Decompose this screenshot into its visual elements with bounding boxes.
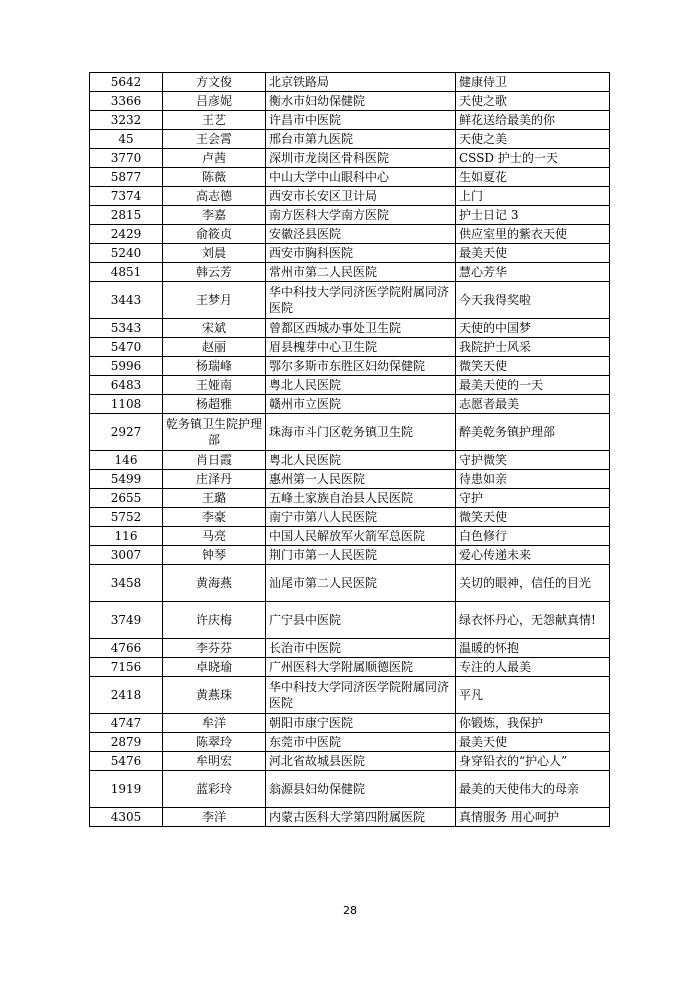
entrant-name-cell: 陈翠玲 bbox=[163, 733, 266, 752]
entry-id-cell: 4851 bbox=[90, 263, 163, 282]
organization-cell: 河北省故城县医院 bbox=[266, 752, 456, 771]
work-title-cell: 我院护士风采 bbox=[456, 338, 610, 357]
organization-cell: 华中科技大学同济医学院附属同济医院 bbox=[266, 677, 456, 714]
table-row bbox=[90, 639, 610, 658]
entrant-name-cell: 李芬芬 bbox=[163, 639, 266, 658]
entry-id-cell: 7156 bbox=[90, 658, 163, 677]
entry-id-cell: 3770 bbox=[90, 149, 163, 168]
entrant-name-cell: 吕彦妮 bbox=[163, 92, 266, 111]
work-title-cell: 最美天使 bbox=[456, 244, 610, 263]
organization-cell: 北京铁路局 bbox=[266, 73, 456, 92]
entries-table-body bbox=[90, 73, 610, 827]
work-title-cell: 供应室里的紫衣天使 bbox=[456, 225, 610, 244]
entrant-name-cell: 蓝彩玲 bbox=[163, 771, 266, 808]
work-title-cell: 爱心传递未来 bbox=[456, 546, 610, 565]
work-title-cell: 今天我得奖啦 bbox=[456, 282, 610, 319]
work-title-cell: 真情服务 用心呵护 bbox=[456, 808, 610, 827]
entry-id-cell: 5343 bbox=[90, 319, 163, 338]
entry-id-cell: 116 bbox=[90, 527, 163, 546]
organization-cell: 广宁县中医院 bbox=[266, 602, 456, 639]
table-row bbox=[90, 470, 610, 489]
entry-id-cell: 2418 bbox=[90, 677, 163, 714]
table-row bbox=[90, 187, 610, 206]
organization-cell: 许昌市中医院 bbox=[266, 111, 456, 130]
table-row bbox=[90, 752, 610, 771]
entrant-name-cell: 王艺 bbox=[163, 111, 266, 130]
work-title-cell: CSSD 护士的一天 bbox=[456, 149, 610, 168]
table-row bbox=[90, 206, 610, 225]
work-title-cell: 慧心芳华 bbox=[456, 263, 610, 282]
entry-id-cell: 3366 bbox=[90, 92, 163, 111]
organization-cell: 汕尾市第二人民医院 bbox=[266, 565, 456, 602]
entry-id-cell: 5996 bbox=[90, 357, 163, 376]
entrant-name-cell: 肖日霞 bbox=[163, 451, 266, 470]
entrant-name-cell: 杨超雅 bbox=[163, 395, 266, 414]
table-row bbox=[90, 149, 610, 168]
work-title-cell: 上门 bbox=[456, 187, 610, 206]
work-title-cell: 待患如亲 bbox=[456, 470, 610, 489]
entry-id-cell: 146 bbox=[90, 451, 163, 470]
entrant-name-cell: 王璐 bbox=[163, 489, 266, 508]
organization-cell: 深圳市龙岗区骨科医院 bbox=[266, 149, 456, 168]
entrant-name-cell: 马亮 bbox=[163, 527, 266, 546]
entrant-name-cell: 王会霄 bbox=[163, 130, 266, 149]
organization-cell: 长治市中医院 bbox=[266, 639, 456, 658]
entry-id-cell: 3443 bbox=[90, 282, 163, 319]
entrant-name-cell: 牟洋 bbox=[163, 714, 266, 733]
entrant-name-cell: 王梦月 bbox=[163, 282, 266, 319]
entrant-name-cell: 王娅南 bbox=[163, 376, 266, 395]
entry-id-cell: 4766 bbox=[90, 639, 163, 658]
entrant-name-cell: 牟明宏 bbox=[163, 752, 266, 771]
entry-id-cell: 3458 bbox=[90, 565, 163, 602]
table-row bbox=[90, 319, 610, 338]
work-title-cell: 专注的人最美 bbox=[456, 658, 610, 677]
organization-cell: 南方医科大学南方医院 bbox=[266, 206, 456, 225]
work-title-cell: 守护 bbox=[456, 489, 610, 508]
entry-id-cell: 1919 bbox=[90, 771, 163, 808]
work-title-cell: 微笑天使 bbox=[456, 357, 610, 376]
table-row bbox=[90, 658, 610, 677]
entrant-name-cell: 李嘉 bbox=[163, 206, 266, 225]
table-row bbox=[90, 130, 610, 149]
table-row bbox=[90, 168, 610, 187]
organization-cell: 粤北人民医院 bbox=[266, 376, 456, 395]
table-row bbox=[90, 244, 610, 263]
work-title-cell: 微笑天使 bbox=[456, 508, 610, 527]
entry-id-cell: 5877 bbox=[90, 168, 163, 187]
entry-id-cell: 5476 bbox=[90, 752, 163, 771]
work-title-cell: 醉美乾务镇护理部 bbox=[456, 414, 610, 451]
entrant-name-cell: 高志德 bbox=[163, 187, 266, 206]
entrant-name-cell: 庄泽丹 bbox=[163, 470, 266, 489]
entrant-name-cell: 黄燕珠 bbox=[163, 677, 266, 714]
work-title-cell: 天使的中国梦 bbox=[456, 319, 610, 338]
table-row bbox=[90, 395, 610, 414]
entry-id-cell: 2815 bbox=[90, 206, 163, 225]
entry-id-cell: 5642 bbox=[90, 73, 163, 92]
work-title-cell: 志愿者最美 bbox=[456, 395, 610, 414]
organization-cell: 赣州市立医院 bbox=[266, 395, 456, 414]
organization-cell: 惠州第一人民医院 bbox=[266, 470, 456, 489]
table-row bbox=[90, 414, 610, 451]
entry-id-cell: 5240 bbox=[90, 244, 163, 263]
work-title-cell: 平凡 bbox=[456, 677, 610, 714]
work-title-cell: 天使之歌 bbox=[456, 92, 610, 111]
table-row bbox=[90, 225, 610, 244]
table-row bbox=[90, 808, 610, 827]
organization-cell: 荆门市第一人民医院 bbox=[266, 546, 456, 565]
entry-id-cell: 3007 bbox=[90, 546, 163, 565]
entry-id-cell: 5752 bbox=[90, 508, 163, 527]
entry-id-cell: 5499 bbox=[90, 470, 163, 489]
table-row bbox=[90, 282, 610, 319]
table-row bbox=[90, 602, 610, 639]
work-title-cell: 守护微笑 bbox=[456, 451, 610, 470]
table-row bbox=[90, 565, 610, 602]
entrant-name-cell: 许庆梅 bbox=[163, 602, 266, 639]
entry-id-cell: 3232 bbox=[90, 111, 163, 130]
organization-cell: 西安市胸科医院 bbox=[266, 244, 456, 263]
table-row bbox=[90, 714, 610, 733]
work-title-cell: 绿衣怀丹心，无怨献真情! bbox=[456, 602, 610, 639]
organization-cell: 常州市第二人民医院 bbox=[266, 263, 456, 282]
entrant-name-cell: 卓晓瑜 bbox=[163, 658, 266, 677]
table-row bbox=[90, 451, 610, 470]
table-row bbox=[90, 527, 610, 546]
organization-cell: 衡水市妇幼保健院 bbox=[266, 92, 456, 111]
table-row bbox=[90, 111, 610, 130]
table-row bbox=[90, 92, 610, 111]
organization-cell: 广州医科大学附属顺德医院 bbox=[266, 658, 456, 677]
work-title-cell: 白色修行 bbox=[456, 527, 610, 546]
organization-cell: 内蒙古医科大学第四附属医院 bbox=[266, 808, 456, 827]
organization-cell: 中山大学中山眼科中心 bbox=[266, 168, 456, 187]
table-row bbox=[90, 489, 610, 508]
organization-cell: 邢台市第九医院 bbox=[266, 130, 456, 149]
entrant-name-cell: 杨瑞峰 bbox=[163, 357, 266, 376]
work-title-cell: 健康侍卫 bbox=[456, 73, 610, 92]
table-row bbox=[90, 376, 610, 395]
organization-cell: 粤北人民医院 bbox=[266, 451, 456, 470]
organization-cell: 翁源县妇幼保健院 bbox=[266, 771, 456, 808]
entry-id-cell: 7374 bbox=[90, 187, 163, 206]
work-title-cell: 护士日记 3 bbox=[456, 206, 610, 225]
organization-cell: 五峰土家族自治县人民医院 bbox=[266, 489, 456, 508]
organization-cell: 珠海市斗门区乾务镇卫生院 bbox=[266, 414, 456, 451]
table-row bbox=[90, 677, 610, 714]
work-title-cell: 生如夏花 bbox=[456, 168, 610, 187]
entry-id-cell: 3749 bbox=[90, 602, 163, 639]
organization-cell: 鄂尔多斯市东胜区妇幼保健院 bbox=[266, 357, 456, 376]
organization-cell: 西安市长安区卫计局 bbox=[266, 187, 456, 206]
entry-id-cell: 1108 bbox=[90, 395, 163, 414]
organization-cell: 眉县槐芽中心卫生院 bbox=[266, 338, 456, 357]
entry-id-cell: 4305 bbox=[90, 808, 163, 827]
table-row bbox=[90, 73, 610, 92]
work-title-cell: 你锻炼，我保护 bbox=[456, 714, 610, 733]
table-row bbox=[90, 508, 610, 527]
table-row bbox=[90, 733, 610, 752]
entrant-name-cell: 陈薇 bbox=[163, 168, 266, 187]
work-title-cell: 鲜花送给最美的你 bbox=[456, 111, 610, 130]
organization-cell: 朝阳市康宁医院 bbox=[266, 714, 456, 733]
work-title-cell: 天使之美 bbox=[456, 130, 610, 149]
work-title-cell: 最美的天使伟大的母亲 bbox=[456, 771, 610, 808]
entrant-name-cell: 宋斌 bbox=[163, 319, 266, 338]
organization-cell: 曾都区西城办事处卫生院 bbox=[266, 319, 456, 338]
entry-id-cell: 2655 bbox=[90, 489, 163, 508]
organization-cell: 华中科技大学同济医学院附属同济医院 bbox=[266, 282, 456, 319]
entries-table bbox=[89, 72, 610, 827]
work-title-cell: 最美天使 bbox=[456, 733, 610, 752]
organization-cell: 东莞市中医院 bbox=[266, 733, 456, 752]
entrant-name-cell: 韩云芳 bbox=[163, 263, 266, 282]
work-title-cell: 温暖的怀抱 bbox=[456, 639, 610, 658]
work-title-cell: 身穿铅衣的“护心人” bbox=[456, 752, 610, 771]
entry-id-cell: 5470 bbox=[90, 338, 163, 357]
work-title-cell: 最美天使的一天 bbox=[456, 376, 610, 395]
entrant-name-cell: 乾务镇卫生院护理部 bbox=[163, 414, 266, 451]
table-row bbox=[90, 338, 610, 357]
entry-id-cell: 4747 bbox=[90, 714, 163, 733]
entrant-name-cell: 李豪 bbox=[163, 508, 266, 527]
page-number: 28 bbox=[343, 904, 357, 917]
organization-cell: 安徽泾县医院 bbox=[266, 225, 456, 244]
entrant-name-cell: 俞筱贞 bbox=[163, 225, 266, 244]
entrant-name-cell: 黄海燕 bbox=[163, 565, 266, 602]
table-row bbox=[90, 357, 610, 376]
entry-id-cell: 2927 bbox=[90, 414, 163, 451]
entry-id-cell: 45 bbox=[90, 130, 163, 149]
entrant-name-cell: 赵丽 bbox=[163, 338, 266, 357]
entry-id-cell: 6483 bbox=[90, 376, 163, 395]
work-title-cell: 关切的眼神，信任的目光 bbox=[456, 565, 610, 602]
entrant-name-cell: 刘晨 bbox=[163, 244, 266, 263]
organization-cell: 南宁市第八人民医院 bbox=[266, 508, 456, 527]
table-row bbox=[90, 263, 610, 282]
entrant-name-cell: 方文俊 bbox=[163, 73, 266, 92]
table-row bbox=[90, 771, 610, 808]
entrant-name-cell: 李洋 bbox=[163, 808, 266, 827]
table-row bbox=[90, 546, 610, 565]
entrant-name-cell: 卢茜 bbox=[163, 149, 266, 168]
entrant-name-cell: 钟琴 bbox=[163, 546, 266, 565]
entry-id-cell: 2879 bbox=[90, 733, 163, 752]
entry-id-cell: 2429 bbox=[90, 225, 163, 244]
organization-cell: 中国人民解放军火箭军总医院 bbox=[266, 527, 456, 546]
